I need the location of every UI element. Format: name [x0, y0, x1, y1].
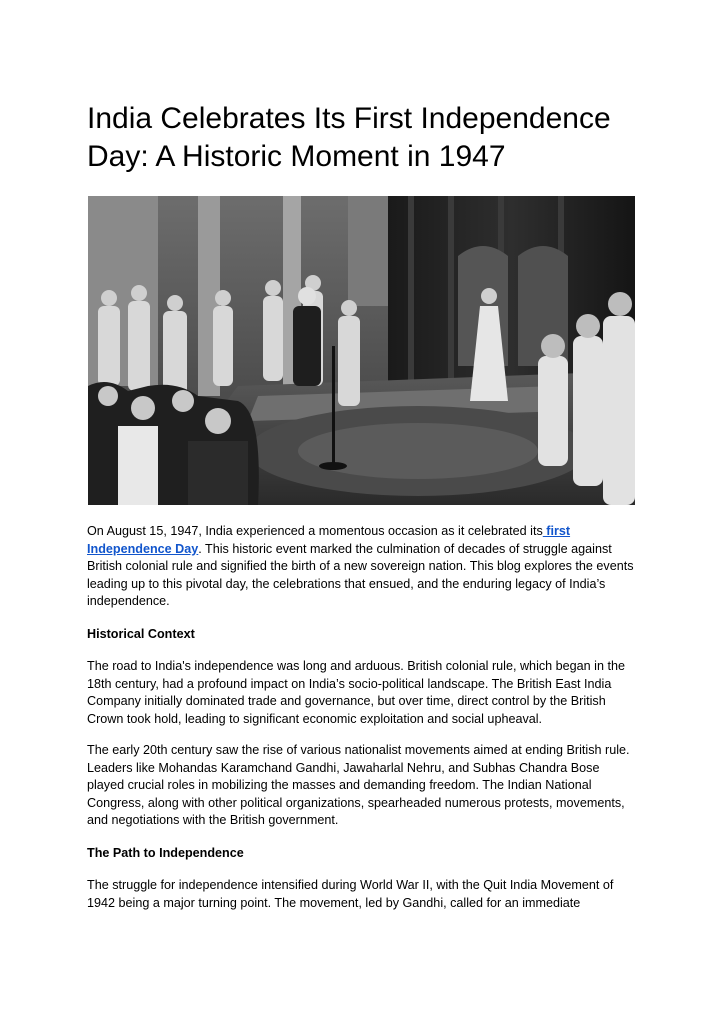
first-independence-day-link[interactable]: first Independence Day [87, 524, 571, 556]
historical-context-paragraph-1: The road to India's independence was long and arduous. British colonial rule, which began in the 18th century, had a profound impact on India’s socio-political landscape. The British East India Company initially dominated trade and governance, but over time, direct control by the British Crown took hold, leading to significant economic exploitation and social upheaval. [87, 659, 625, 726]
intro-text-before: On August 15, 1947, India experienced a momentous occasion as it celebrated its [87, 524, 543, 538]
path-to-independence-paragraph-1: The struggle for independence intensified during World War II, with the Quit India Movement of 1942 being a major turning point. The movement, led by Gandhi, called for an immediate [87, 878, 614, 910]
intro-paragraph [87, 523, 639, 611]
historic-ceremony-photo [88, 196, 635, 505]
historical-context-paragraph-2: The early 20th century saw the rise of various nationalist movements aimed at ending British rule. Leaders like Mohandas Karamchand Gandhi, Jawaharlal Nehru, and Subhas Chandra Bose played crucial roles in mobilizing the masses and demanding freedom. The Indian National Congress, along with other political organizations, spearheaded numerous protests, movements, and negotiations with the British government. [87, 743, 630, 828]
section-heading-historical-context: Historical Context [87, 627, 195, 641]
photo-illustration [88, 196, 635, 505]
intro-text-after: . This historic event marked the culmination of decades of struggle against British colonial rule and signified the birth of a new sovereign nation. This blog explores the events leading up to this pivotal day, the celebrations that ensued, and the enduring legacy of India’s independence. [87, 541, 634, 609]
section-heading-path-to-independence: The Path to Independence [87, 846, 244, 860]
page-title: India Celebrates Its First Independence Day: A Historic Moment in 1947 [87, 102, 611, 173]
